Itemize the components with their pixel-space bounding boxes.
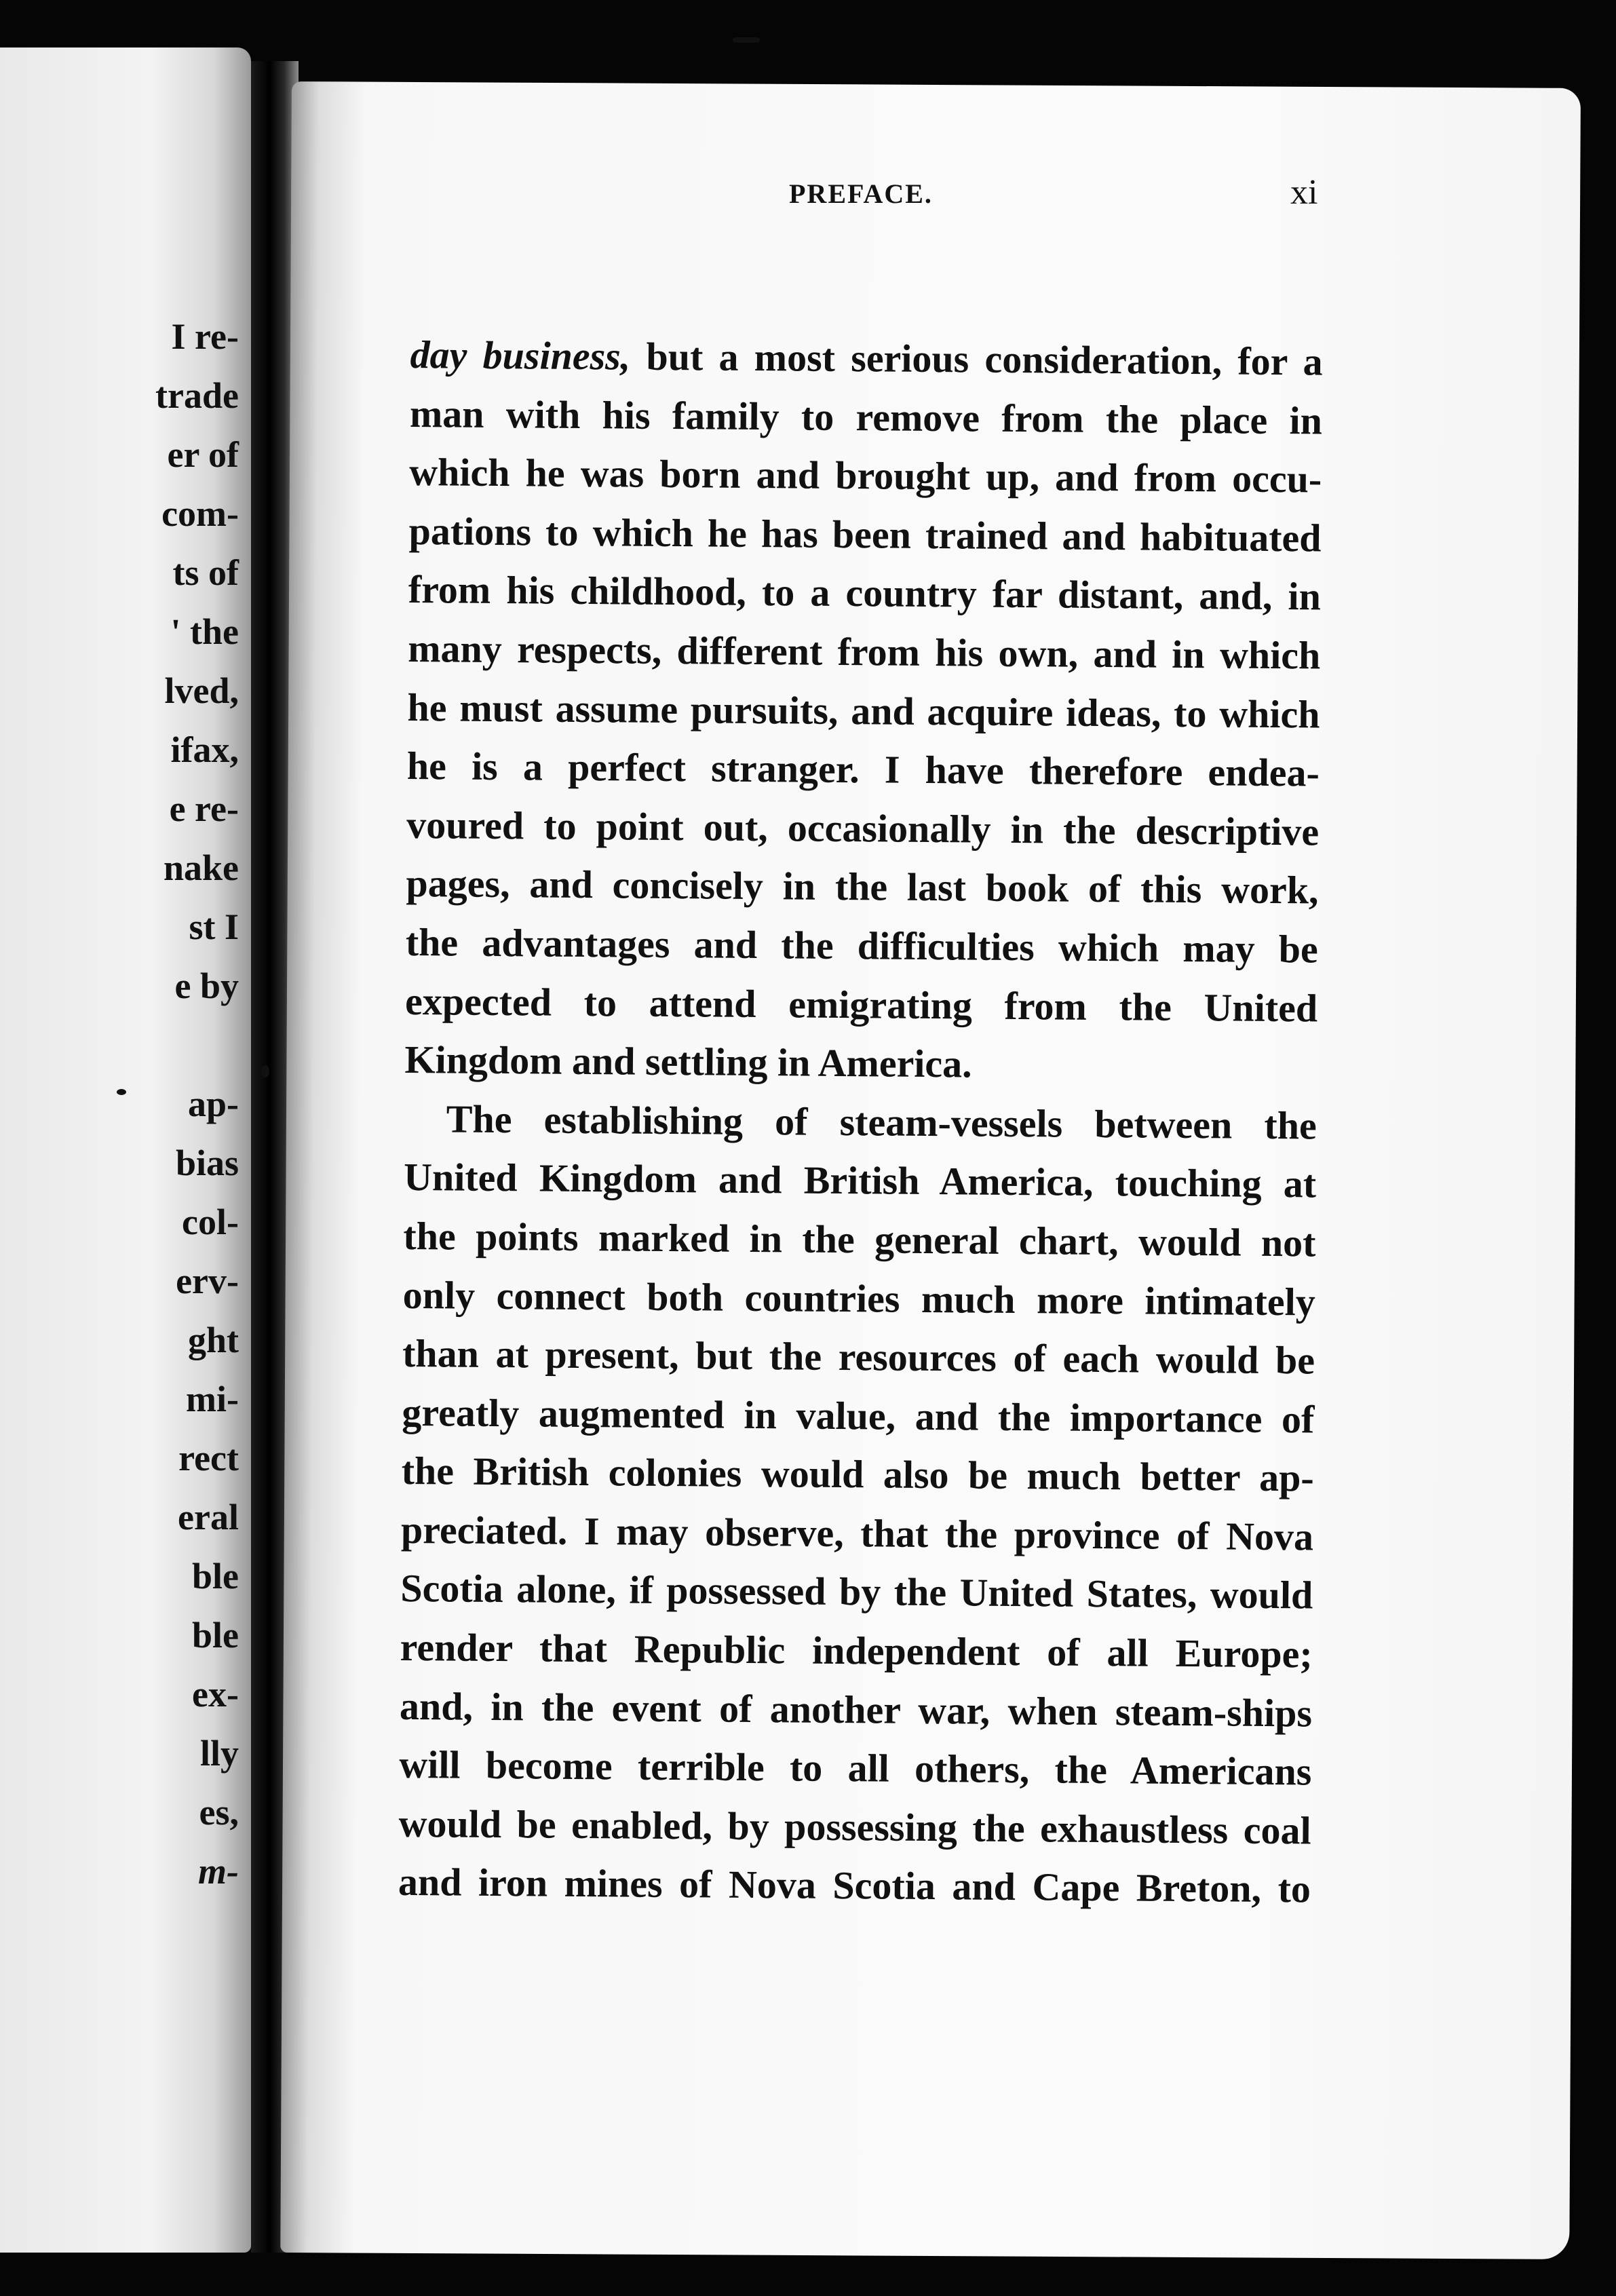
- text-line: the advantages and the difficulties which may be: [405, 919, 1319, 972]
- left-page-fragment: er of: [167, 434, 239, 475]
- text-line: preciated. I may observe, that the province of Nova: [400, 1507, 1314, 1559]
- left-page-fragment: es,: [199, 1792, 239, 1833]
- left-facing-page: [0, 47, 251, 2253]
- text-line: the points marked in the general chart, would not: [403, 1213, 1316, 1265]
- left-page-fragment: ble: [191, 1556, 239, 1596]
- text-line: pages, and concisely in the last book of this work,: [406, 861, 1319, 913]
- left-page-fragment: nake: [163, 847, 239, 888]
- text-line: Scotia alone, if possessed by the United States, would: [400, 1566, 1313, 1618]
- text-line: will become terrible to all others, the Americans: [399, 1742, 1312, 1794]
- left-page-fragment: com-: [161, 493, 239, 534]
- text-line: would be enabled, by possessing the exhaustless coal: [398, 1801, 1311, 1853]
- text-line: which he was born and brought up, and from occu-: [409, 450, 1322, 501]
- text-line: [410, 326, 1323, 391]
- text-line: United Kingdom and British America, touching at: [403, 1155, 1317, 1206]
- left-page-fragment: mi-: [186, 1379, 239, 1419]
- running-head: [434, 173, 1318, 225]
- left-page-fragment: lved,: [164, 670, 239, 711]
- running-head-title: PREFACE.: [789, 178, 933, 209]
- page-number: xi: [1290, 173, 1318, 212]
- left-page-fragment: e by: [174, 965, 239, 1006]
- body-text: [398, 326, 1323, 1919]
- left-page-fragment: rect: [178, 1438, 239, 1478]
- text-line: he must assume pursuits, and acquire ideas, to which: [407, 685, 1320, 737]
- scan-speck: [261, 1065, 269, 1077]
- left-page-fragment: erv-: [176, 1261, 239, 1301]
- left-page-fragment: lly: [199, 1733, 239, 1774]
- text-line: and iron mines of Nova Scotia and Cape Breton, to: [398, 1860, 1311, 1911]
- left-page-fragment: st I: [189, 906, 239, 947]
- left-page-fragment: trade: [155, 375, 239, 416]
- scan-speck: [117, 1089, 126, 1095]
- text-line: voured to point out, occasionally in the descriptive: [406, 802, 1320, 854]
- text-line: Kingdom and settling in America.: [404, 1037, 972, 1086]
- text-line: man with his family to remove from the place in: [409, 391, 1323, 443]
- text-line: many respects, different from his own, and in which: [408, 626, 1321, 678]
- left-page-fragment: ght: [187, 1320, 239, 1360]
- paragraph-start-line: The establishing of steam-vessels between the: [446, 1096, 1317, 1148]
- left-page-fragment: col-: [182, 1202, 239, 1242]
- text-line: from his childhood, to a country far distant, and, in: [408, 567, 1322, 619]
- left-page-fragment: bias: [175, 1143, 239, 1183]
- left-page-fragment: e re-: [169, 788, 239, 829]
- scan-speck: [733, 37, 760, 43]
- text-line: the British colonies would also be much better ap-: [401, 1449, 1314, 1500]
- text-line: than at present, but the resources of each would be: [402, 1331, 1315, 1383]
- italic-phrase: day business,: [410, 332, 631, 379]
- left-page-fragment: eral: [178, 1497, 239, 1537]
- left-page-fragment: ble: [191, 1615, 239, 1656]
- text-line: expected to attend emigrating from the United: [404, 978, 1318, 1031]
- text-line-rest: but a most serious consideration, for a: [630, 334, 1323, 384]
- text-line: pations to which he has been trained and habituated: [408, 508, 1322, 560]
- text-line: only connect both countries much more intimately: [402, 1272, 1315, 1324]
- left-page-fragment: ' the: [170, 611, 239, 652]
- left-page-fragment: ts of: [172, 552, 239, 593]
- left-page-fragment: ifax,: [170, 729, 239, 770]
- text-line: he is a perfect stranger. I have therefore endea-: [406, 744, 1320, 795]
- left-page-fragment: I re-: [171, 316, 239, 357]
- text-line: and, in the event of another war, when steam-ships: [399, 1683, 1313, 1736]
- text-line: render that Republic independent of all Europe;: [400, 1625, 1313, 1677]
- left-page-fragment: ap-: [187, 1084, 239, 1124]
- text-line: greatly augmented in value, and the importance of: [402, 1390, 1315, 1442]
- left-page-fragment: ex-: [192, 1674, 239, 1715]
- left-page-fragment: m-: [198, 1851, 239, 1892]
